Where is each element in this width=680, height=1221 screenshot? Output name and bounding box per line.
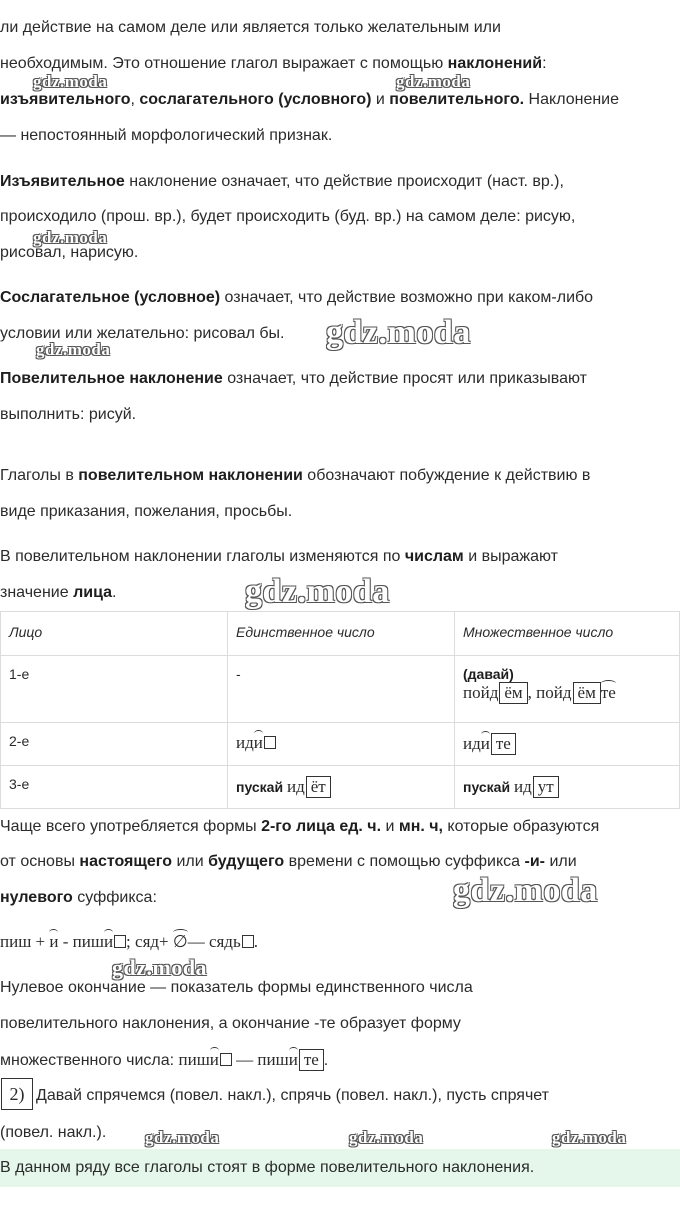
imperative-line-1: Повелительное наклонение означает, что действие просят или приказывают [0,370,587,387]
table-row [1,656,680,723]
table-cell-person: 2-е [1,723,228,766]
table-header-plural: Множественное число [455,612,680,656]
person-number-table [0,611,680,809]
table-header-singular: Единственное число [228,612,455,656]
intro-line-3: изъявительного, сослагательного (условного) и повелительного. Наклонение [0,91,620,108]
p5-line-2: виде приказания, пожелания, просьбы. [0,503,293,520]
p7-line-2: от основы настоящего или будущего времени с помощью суффикса -и- или [0,853,577,870]
subjunctive-line-2: условии или желательно: рисовал бы. [0,325,285,342]
watermark: gdz.moda [349,1128,424,1147]
intro-line-2: необходимым. Это отношение глагол выражает с помощью наклонений: [0,55,547,72]
intro-line-4: — непостоянный морфологический признак. [0,127,333,144]
watermark: gdz.moda [396,72,471,91]
task-line-2: (повел. накл.). [0,1124,107,1141]
task-number: 2) [1,1078,33,1110]
watermark: gdz.moda [36,340,111,359]
watermark: gdz.moda [112,955,208,980]
p7-line-3: нулевого суффикса: [0,889,157,906]
table-row [1,766,680,809]
watermark: gdz.moda [326,314,471,351]
watermark: gdz.moda [33,72,108,91]
watermark: gdz.moda [453,872,598,909]
p7-line-1: Чаще всего употребляется формы 2-го лица ед. ч. и мн. ч, которые образуются [0,818,600,835]
indicative-line-1: Изъявительное наклонение означает, что действие происходит (наст. вр.), [0,173,564,190]
table-row [1,723,680,766]
table-cell-singular: иди [228,723,455,766]
table-cell-plural: (давай) пойд ём , пойд ём те [455,656,680,723]
p8-line-2: повелительного наклонения, а окончание -те образует форму [0,1015,461,1032]
watermark: gdz.moda [552,1128,627,1147]
task-line-1: Давай спрячемся (повел. накл.), спрячь (повел. накл.), пусть спрячет [36,1087,549,1104]
imperative-line-2: выполнить: рисуй. [0,406,137,423]
p8-line-3: множественного числа: пиши — пиши те . [0,1050,329,1069]
table-cell-singular: - [228,656,455,723]
watermark: gdz.moda [33,228,108,247]
table-cell-singular: пускай ид ёт [228,766,455,809]
indicative-line-3: рисовал, нарисую. [0,244,139,261]
table-cell-plural: иди те [455,723,680,766]
watermark: gdz.moda [145,1128,220,1147]
p6-line-1: В повелительном наклонении глаголы изменяются по числам и выражают [0,548,558,565]
p6-line-2: значение лица. [0,584,117,601]
table-cell-person: 1-е [1,656,228,723]
table-header-person: Лицо [1,612,228,656]
p8-line-1: Нулевое окончание — показатель формы единственного числа [0,979,473,996]
indicative-line-2: происходило (прош. вр.), будет происходить (буд. вр.) на самом деле: рисую, [0,208,576,225]
subjunctive-line-1: Сослагательное (условное) означает, что действие возможно при каком-либо [0,289,594,306]
intro-line-1: ли действие на самом деле или является только желательным или [0,19,501,36]
answer-highlight: В данном ряду все глаголы стоят в форме повелительного наклонения. [0,1149,680,1187]
table-header-row [1,612,680,656]
table-cell-person: 3-е [1,766,228,809]
formula-line: пиш + и - пиши ; сяд+ ∅— сядь . [0,932,258,951]
table-cell-plural: пускай ид ут [455,766,680,809]
p5-line-1: Глаголы в повелительном наклонении обозначают побуждение к действию в [0,467,591,484]
watermark: gdz.moda [245,573,390,610]
